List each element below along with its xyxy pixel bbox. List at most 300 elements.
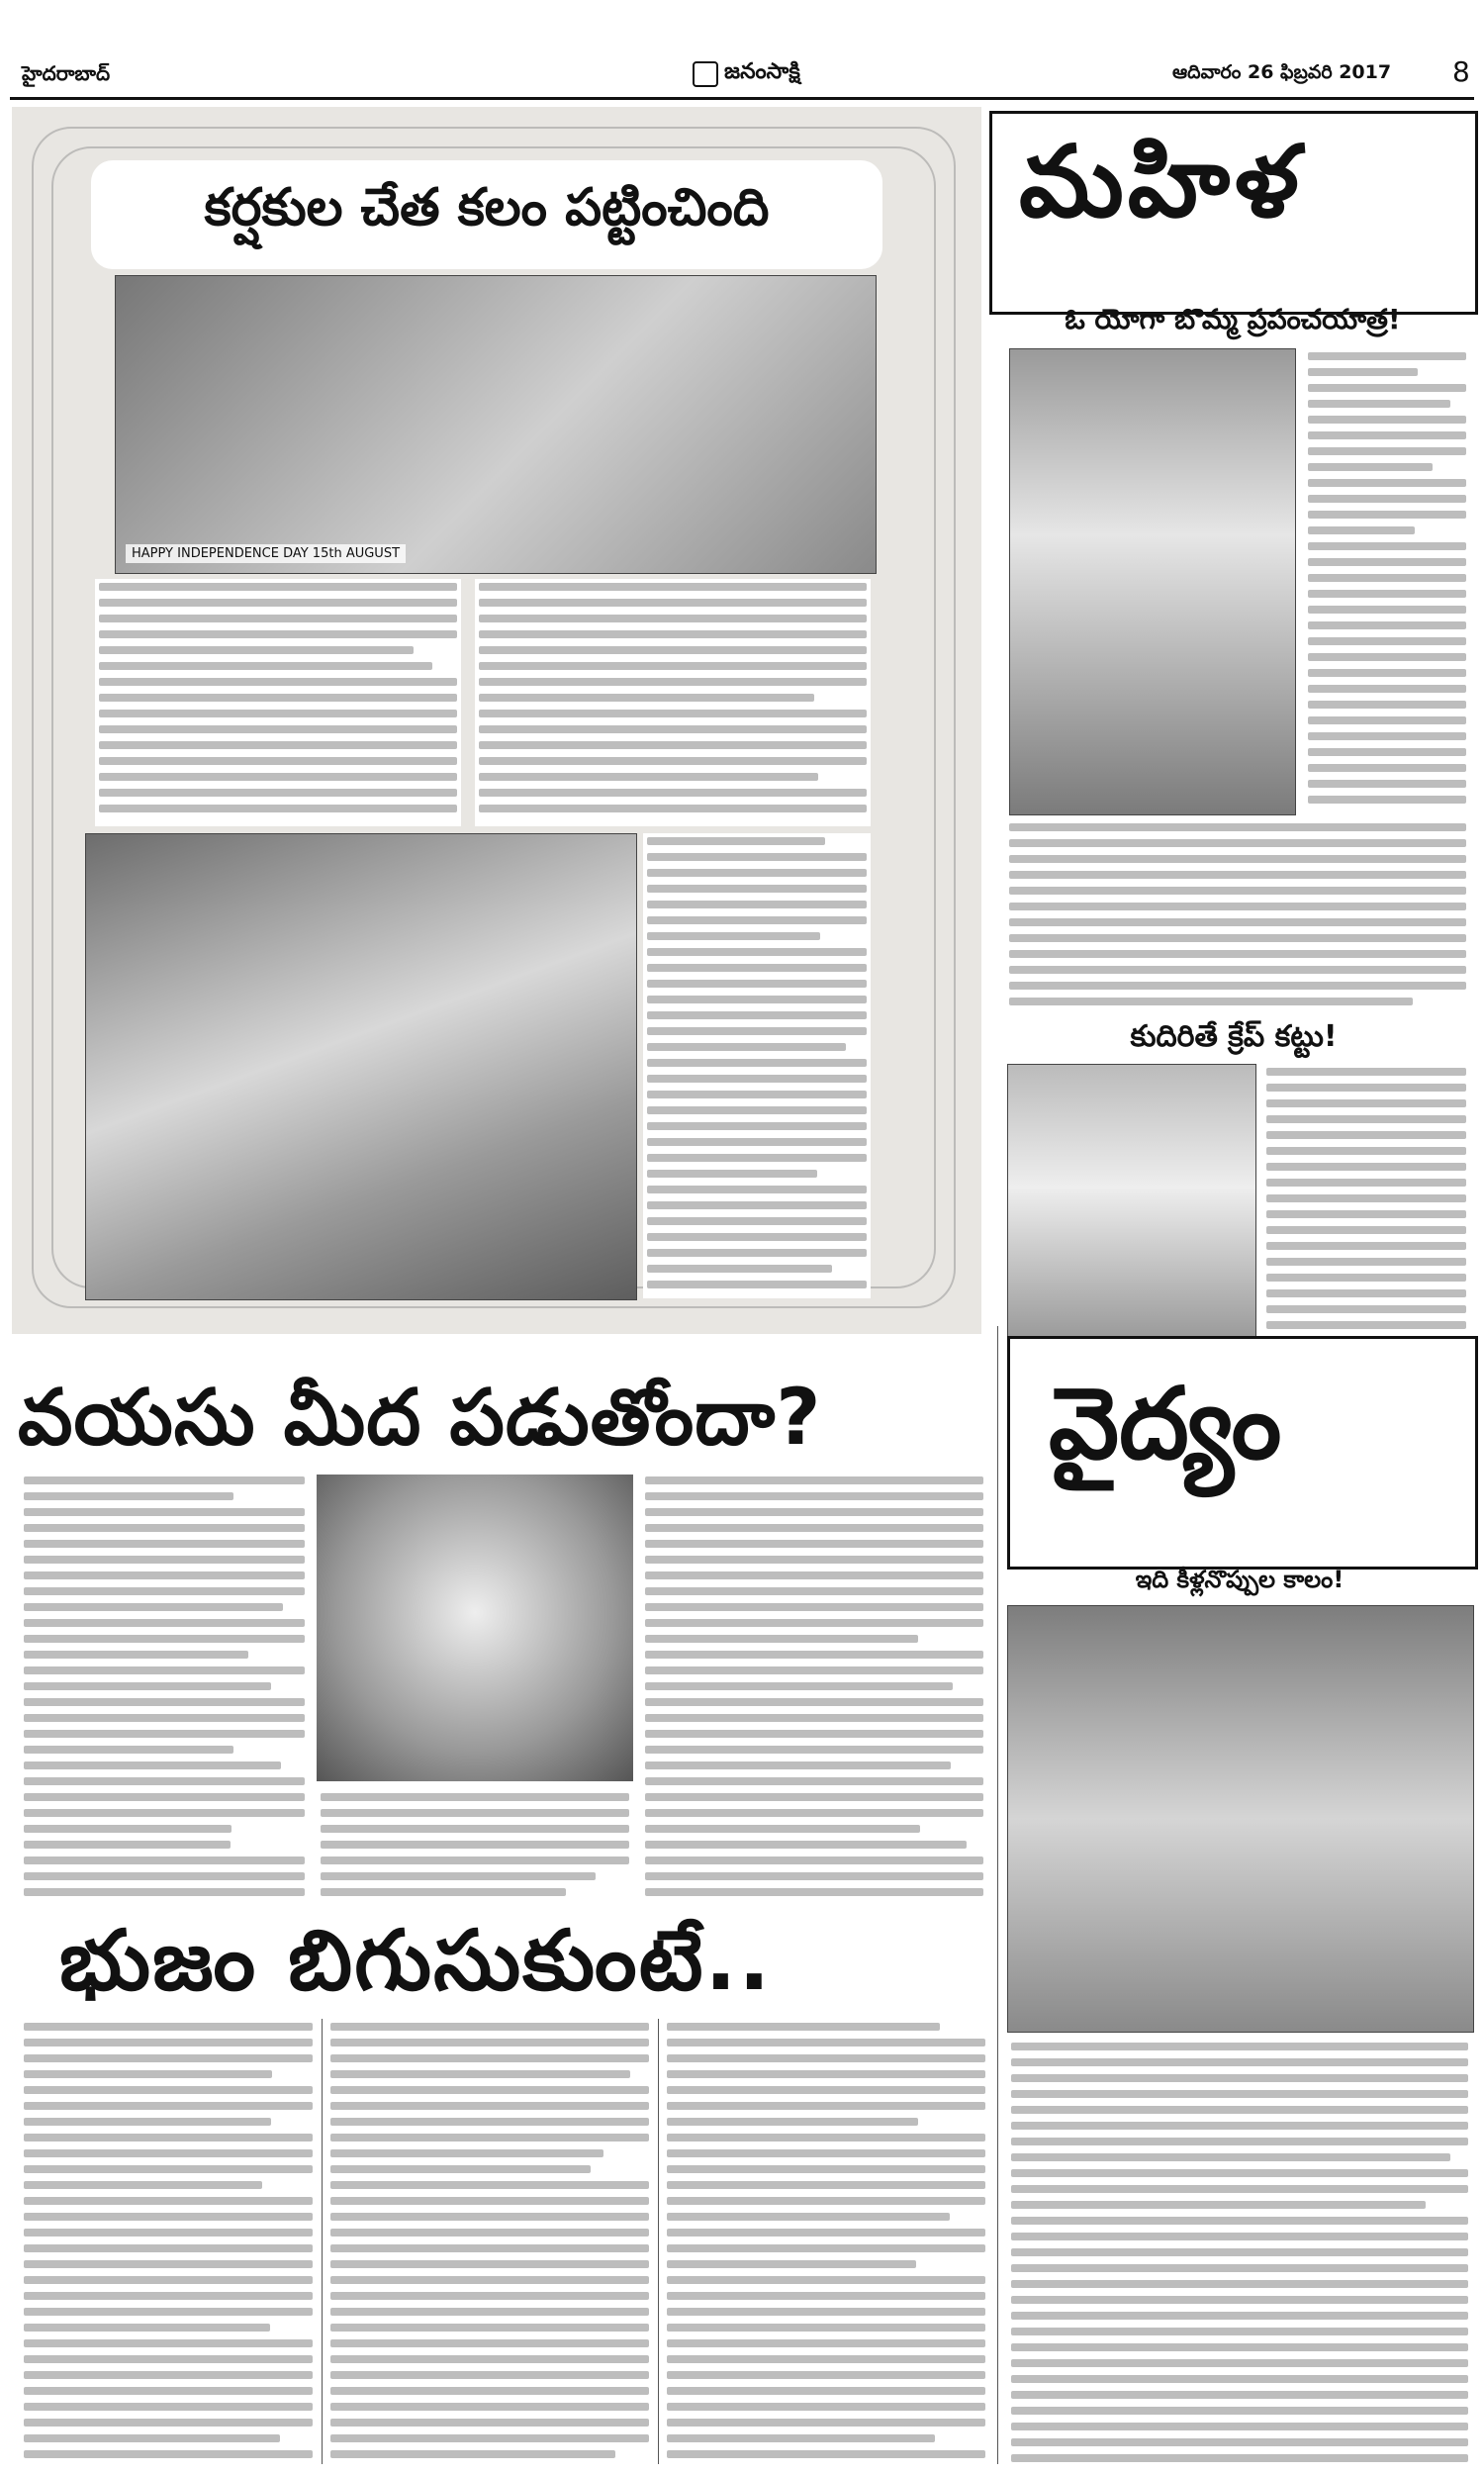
text-line (647, 948, 867, 956)
text-line (667, 2165, 985, 2173)
text-line (645, 1556, 983, 1564)
logo-text: జనంసాక్షి (724, 59, 800, 84)
text-line (645, 1825, 920, 1833)
text-line (24, 2260, 313, 2268)
text-line (330, 2213, 649, 2221)
text-line (647, 1154, 867, 1162)
text-line (647, 996, 867, 1003)
text-line (1308, 716, 1466, 724)
saree-subtitle: కుదిరితే క్రేప్ కట్టు! (1130, 1019, 1338, 1054)
text-line (24, 2023, 313, 2031)
text-line (330, 2197, 649, 2205)
text-line (1266, 1305, 1466, 1313)
text-line (321, 1793, 629, 1801)
text-line (1308, 764, 1466, 772)
yoga-woman-photo (1009, 348, 1296, 815)
text-line (1266, 1099, 1466, 1107)
knee-pain-photo (1007, 1605, 1474, 2033)
text-line (1308, 685, 1466, 693)
text-line (667, 2134, 985, 2142)
text-line (1011, 2391, 1468, 2399)
text-line (1011, 2153, 1450, 2161)
text-line (330, 2292, 649, 2300)
mahila-title: మహిళ (1019, 124, 1303, 239)
text-line (647, 1011, 867, 1019)
text-line (24, 1619, 305, 1627)
text-line (479, 678, 867, 686)
vaidyam-title: వైద్యం (1049, 1366, 1282, 1481)
story-body-col1 (95, 579, 461, 826)
bhujam-headline: భుజం బిగుసుకుంటే.. (59, 1912, 773, 2009)
text-line (330, 2324, 649, 2332)
text-line (647, 1170, 817, 1178)
text-line (645, 1872, 983, 1880)
text-line (1011, 2248, 1468, 2256)
text-line (24, 1571, 305, 1579)
text-line (647, 1233, 867, 1241)
text-line (24, 1856, 305, 1864)
text-line (1308, 590, 1466, 598)
text-line (24, 2197, 313, 2205)
text-line (1011, 2438, 1468, 2446)
text-line (99, 805, 457, 812)
text-line (1308, 511, 1466, 519)
text-line (330, 2181, 649, 2189)
text-line (647, 980, 867, 988)
text-line (99, 678, 457, 686)
text-line (647, 837, 825, 845)
text-line (24, 1682, 271, 1690)
text-line (24, 1666, 305, 1674)
text-line (24, 1777, 305, 1785)
text-line (24, 2149, 313, 2157)
text-line (1011, 2375, 1468, 2383)
text-line (647, 1059, 867, 1067)
bhujam-col2 (326, 2019, 653, 2464)
text-line (24, 2054, 313, 2062)
text-line (1009, 950, 1466, 958)
text-line (330, 2260, 649, 2268)
text-line (330, 2371, 649, 2379)
text-line (647, 885, 867, 893)
photo-caption: HAPPY INDEPENDENCE DAY 15th AUGUST (126, 544, 406, 563)
text-line (1011, 2217, 1468, 2225)
text-line (647, 1043, 846, 1051)
text-line (1308, 384, 1466, 392)
text-line (1308, 606, 1466, 614)
text-line (645, 1587, 983, 1595)
text-line (645, 1524, 983, 1532)
text-line (1308, 447, 1466, 455)
text-line (1266, 1258, 1466, 1266)
text-line (645, 1841, 967, 1849)
text-line (1266, 1084, 1466, 1092)
text-line (667, 2308, 985, 2316)
text-line (1266, 1163, 1466, 1171)
text-line (24, 2229, 313, 2237)
text-line (1308, 653, 1466, 661)
text-line (24, 2213, 313, 2221)
text-line (24, 2102, 313, 2110)
text-line (1011, 2359, 1468, 2367)
page-number: 8 (1452, 55, 1470, 88)
text-line (645, 1793, 983, 1801)
vaidyam-subtitle: ఇది కీళ్లనొప్పుల కాలం! (1135, 1566, 1345, 1593)
text-line (1308, 416, 1466, 424)
text-line (667, 2039, 985, 2047)
newspaper-logo (693, 59, 800, 89)
text-line (667, 2450, 985, 2458)
text-line (99, 789, 457, 797)
text-line (330, 2149, 603, 2157)
text-line (1308, 542, 1466, 550)
text-line (1308, 796, 1466, 804)
mahila-body-bottom (1005, 819, 1470, 1012)
text-line (645, 1761, 951, 1769)
bhujam-divider-2 (658, 2019, 659, 2464)
text-line (330, 2165, 591, 2173)
text-line (647, 1027, 867, 1035)
text-line (1266, 1068, 1466, 1076)
text-line (24, 2419, 313, 2427)
text-line (667, 2292, 985, 2300)
text-line (1011, 2058, 1468, 2066)
text-line (321, 1856, 629, 1864)
text-line (24, 1888, 305, 1896)
text-line (1011, 2138, 1468, 2145)
text-line (1011, 2407, 1468, 2415)
text-line (667, 2371, 985, 2379)
logo-icon (693, 61, 718, 87)
text-line (479, 773, 818, 781)
text-line (330, 2039, 649, 2047)
text-line (667, 2276, 985, 2284)
text-line (645, 1698, 983, 1706)
text-line (24, 1476, 305, 1484)
text-line (1011, 2074, 1468, 2082)
text-line (1011, 2454, 1468, 2462)
text-line (330, 2229, 649, 2237)
text-line (24, 2181, 262, 2189)
text-line (1011, 2423, 1468, 2430)
text-line (667, 2181, 985, 2189)
text-line (645, 1476, 983, 1484)
text-line (647, 901, 867, 908)
text-line (1011, 2090, 1468, 2098)
text-line (645, 1603, 983, 1611)
text-line (647, 1265, 832, 1273)
text-line (24, 2324, 270, 2332)
text-line (667, 2324, 985, 2332)
text-line (1266, 1179, 1466, 1187)
text-line (330, 2403, 649, 2411)
text-line (667, 2102, 985, 2110)
text-line (24, 2450, 313, 2458)
text-line (330, 2308, 649, 2316)
text-line (647, 853, 867, 861)
text-line (24, 2339, 313, 2347)
text-line (24, 2371, 313, 2379)
vaidyam-body (1007, 2039, 1472, 2464)
text-line (24, 1872, 305, 1880)
city-label: హైదరాబాద్ (22, 61, 111, 85)
text-line (1011, 2280, 1468, 2288)
text-line (24, 2434, 280, 2442)
text-line (99, 599, 457, 607)
text-line (667, 2260, 916, 2268)
text-line (24, 2276, 313, 2284)
vayasu-col-bottom (317, 1789, 633, 1898)
saree-photo (1007, 1064, 1256, 1373)
text-line (24, 2308, 313, 2316)
text-line (667, 2149, 985, 2157)
text-line (24, 2387, 313, 2395)
text-line (1266, 1194, 1466, 1202)
bhujam-col3 (663, 2019, 989, 2464)
text-line (24, 1587, 305, 1595)
text-line (645, 1777, 983, 1785)
text-line (1308, 431, 1466, 439)
text-line (1308, 637, 1466, 645)
text-line (330, 2355, 649, 2363)
students-photo (115, 275, 877, 574)
text-line (24, 1556, 305, 1564)
text-line (24, 1825, 232, 1833)
bhujam-divider-1 (322, 2019, 323, 2464)
right-column-divider (997, 1326, 998, 2464)
masthead-rule (10, 97, 1474, 100)
text-line (24, 1492, 233, 1500)
face-mask-photo (317, 1475, 633, 1781)
text-line (1308, 368, 1418, 376)
text-line (647, 1075, 867, 1083)
text-line (1308, 621, 1466, 629)
text-line (479, 583, 867, 591)
text-line (24, 1761, 281, 1769)
text-line (479, 789, 867, 797)
text-line (24, 1540, 305, 1548)
story-body-col2 (475, 579, 871, 826)
text-line (645, 1619, 983, 1627)
text-line (645, 1540, 983, 1548)
text-line (330, 2023, 649, 2031)
text-line (645, 1571, 983, 1579)
text-line (99, 662, 432, 670)
text-line (24, 1635, 305, 1643)
text-line (330, 2434, 649, 2442)
text-line (321, 1825, 629, 1833)
text-line (24, 1809, 305, 1817)
text-line (647, 1122, 867, 1130)
text-line (667, 2070, 985, 2078)
text-line (667, 2434, 935, 2442)
text-line (667, 2197, 985, 2205)
text-line (667, 2118, 918, 2126)
text-line (24, 2355, 313, 2363)
text-line (479, 725, 867, 733)
text-line (667, 2244, 985, 2252)
text-line (321, 1872, 596, 1880)
text-line (1266, 1226, 1466, 1234)
text-line (1009, 966, 1466, 974)
text-line (99, 646, 414, 654)
text-line (1011, 2185, 1468, 2193)
text-line (1009, 855, 1466, 863)
text-line (1011, 2264, 1468, 2272)
bhujam-col1 (20, 2019, 317, 2464)
text-line (24, 2403, 313, 2411)
text-line (24, 2039, 313, 2047)
text-line (479, 630, 867, 638)
text-line (1308, 574, 1466, 582)
text-line (1308, 400, 1450, 408)
text-line (330, 2070, 630, 2078)
text-line (321, 1888, 566, 1896)
text-line (1308, 463, 1433, 471)
text-line (1266, 1289, 1466, 1297)
text-line (645, 1651, 983, 1659)
text-line (330, 2339, 649, 2347)
text-line (1308, 669, 1466, 677)
text-line (667, 2229, 985, 2237)
text-line (1009, 934, 1466, 942)
text-line (99, 583, 457, 591)
text-line (479, 646, 867, 654)
text-line (1308, 780, 1466, 788)
text-line (24, 1841, 231, 1849)
text-line (1266, 1321, 1466, 1329)
text-line (647, 964, 867, 972)
saree-body (1262, 1064, 1470, 1371)
text-line (667, 2213, 950, 2221)
text-line (667, 2355, 985, 2363)
text-line (99, 710, 457, 717)
text-line (330, 2118, 649, 2126)
text-line (330, 2134, 649, 2142)
text-line (330, 2102, 649, 2110)
text-line (647, 916, 867, 924)
text-line (1011, 2169, 1468, 2177)
text-line (1266, 1274, 1466, 1282)
text-line (1308, 495, 1466, 503)
text-line (1011, 2106, 1468, 2114)
text-line (1009, 839, 1466, 847)
text-line (647, 1249, 867, 1257)
text-line (1011, 2312, 1468, 2320)
text-line (667, 2403, 985, 2411)
text-line (24, 1603, 283, 1611)
text-line (330, 2086, 649, 2094)
text-line (24, 1524, 305, 1532)
text-line (24, 1746, 233, 1754)
text-line (479, 599, 867, 607)
text-line (1308, 748, 1466, 756)
text-line (479, 710, 867, 717)
text-line (24, 1651, 248, 1659)
text-line (645, 1746, 983, 1754)
text-line (479, 741, 867, 749)
text-line (645, 1508, 983, 1516)
text-line (24, 2134, 313, 2142)
text-line (645, 1666, 983, 1674)
text-line (645, 1809, 983, 1817)
mahila-body-right (1304, 348, 1470, 813)
text-line (330, 2276, 649, 2284)
text-line (645, 1730, 983, 1738)
text-line (1011, 2233, 1468, 2240)
text-line (1009, 887, 1466, 895)
text-line (99, 725, 457, 733)
story-title: కర్షకుల చేత కలం పట్టించింది (204, 178, 770, 238)
text-line (330, 2054, 649, 2062)
text-line (321, 1809, 629, 1817)
text-line (647, 1281, 867, 1288)
text-line (1266, 1131, 1466, 1139)
text-line (1266, 1147, 1466, 1155)
text-line (667, 2339, 985, 2347)
text-line (24, 2292, 313, 2300)
mahila-subtitle: ఓ యోగా బొమ్మ ప్రపంచయాత్ర! (1065, 303, 1401, 335)
text-line (1266, 1242, 1466, 1250)
text-line (647, 1106, 867, 1114)
text-line (479, 615, 867, 622)
text-line (24, 2070, 272, 2078)
text-line (479, 805, 867, 812)
text-line (479, 662, 867, 670)
vayasu-headline: వయసు మీద పడుతోందా? (18, 1374, 822, 1463)
text-line (24, 1714, 305, 1722)
text-line (667, 2387, 985, 2395)
text-line (330, 2419, 649, 2427)
text-line (24, 1508, 305, 1516)
text-line (24, 1793, 305, 1801)
text-line (1011, 2328, 1468, 2335)
text-line (1308, 732, 1466, 740)
text-line (647, 1186, 867, 1193)
text-line (24, 2244, 313, 2252)
text-line (1009, 982, 1466, 990)
text-line (24, 1730, 305, 1738)
text-line (1009, 823, 1466, 831)
text-line (1308, 479, 1466, 487)
text-line (479, 694, 814, 702)
text-line (667, 2086, 985, 2094)
vayasu-col2 (641, 1473, 987, 1898)
text-line (1308, 526, 1415, 534)
text-line (99, 773, 457, 781)
text-line (99, 694, 457, 702)
text-line (99, 615, 457, 622)
text-line (647, 932, 820, 940)
text-line (1266, 1115, 1466, 1123)
text-line (645, 1682, 953, 1690)
text-line (1009, 871, 1466, 879)
text-line (24, 2086, 313, 2094)
text-line (24, 2165, 313, 2173)
text-line (1011, 2122, 1468, 2130)
text-line (330, 2387, 649, 2395)
text-line (24, 2118, 271, 2126)
text-line (99, 741, 457, 749)
text-line (1011, 2343, 1468, 2351)
text-line (645, 1635, 918, 1643)
text-line (1308, 558, 1466, 566)
text-line (1308, 701, 1466, 709)
text-line (667, 2419, 985, 2427)
text-line (1009, 918, 1466, 926)
text-line (667, 2023, 940, 2031)
story-body-col3 (643, 833, 871, 1298)
